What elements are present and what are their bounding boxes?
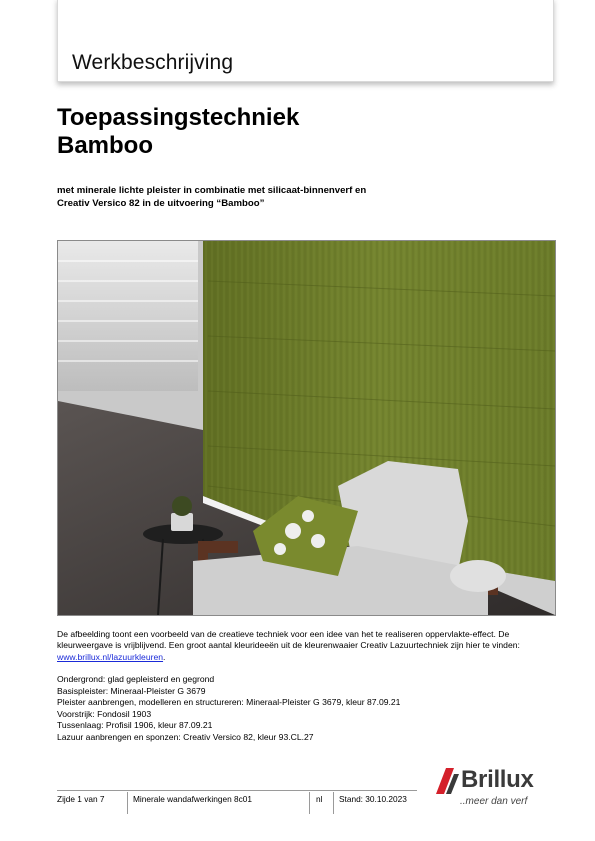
specification-list <box>57 674 547 743</box>
header-box <box>57 0 554 82</box>
footer-divider <box>57 790 417 791</box>
document-subtitle <box>57 184 537 210</box>
spec-voorstrijk: Voorstrijk: Fondosil 1903 <box>57 708 152 719</box>
document-title-line2: Bamboo <box>57 132 153 159</box>
photo-caption <box>57 629 547 663</box>
document-title-line1: Toepassingstechniek <box>57 104 300 131</box>
logo-tagline: ..meer dan verf <box>460 796 528 807</box>
spec-ondergrond: Ondergrond: glad gepleisterd en gegrond <box>57 674 215 684</box>
brillux-mark-icon <box>434 766 460 796</box>
brillux-logo <box>434 766 554 812</box>
footer-separator <box>309 792 310 814</box>
footer-separator <box>333 792 334 814</box>
footer-language: nl <box>316 794 323 804</box>
spec-basispleister: Basispleister: Mineraal-Pleister G 3679 <box>57 685 206 696</box>
header-title: Werkbeschrijving <box>72 51 234 74</box>
room-scene-illustration <box>58 241 555 615</box>
footer-separator <box>127 792 128 814</box>
document-title <box>57 104 299 160</box>
footer-date: Stand: 30.10.2023 <box>339 794 407 804</box>
subtitle-line2: Creativ Versico 82 in de uitvoering “Bamboo” <box>57 198 265 209</box>
footer-document-name: Minerale wandafwerkingen 8c01 <box>133 794 252 804</box>
caption-end: . <box>163 651 166 662</box>
caption-text: De afbeelding toont een voorbeeld van de creatieve techniek voor een idee van het te realiseren oppervlakte-effect. De kleurweergave is vrijblijvend. Een groot aantal kleurideeën uit de kleurenwaaier Creativ Lazuurtechniek zijn hier te vinden: <box>57 629 520 651</box>
color-link[interactable]: www.brillux.nl/lazuurkleuren <box>57 651 164 662</box>
logo-wordmark: Brillux <box>461 766 534 793</box>
spec-tussenlaag: Tussenlaag: Profisil 1906, kleur 87.09.21 <box>57 720 213 730</box>
footer-page-number: Zijde 1 van 7 <box>57 794 105 804</box>
example-photo <box>57 240 556 616</box>
subtitle-line1: met minerale lichte pleister in combinatie met silicaat-binnenverf en <box>57 185 367 196</box>
spec-lazuur: Lazuur aanbrengen en sponzen: Creativ Versico 82, kleur 93.CL.27 <box>57 731 314 742</box>
spec-pleister-aanbrengen: Pleister aanbrengen, modelleren en structureren: Mineraal-Pleister G 3679, kleur 87.09.21 <box>57 697 401 707</box>
